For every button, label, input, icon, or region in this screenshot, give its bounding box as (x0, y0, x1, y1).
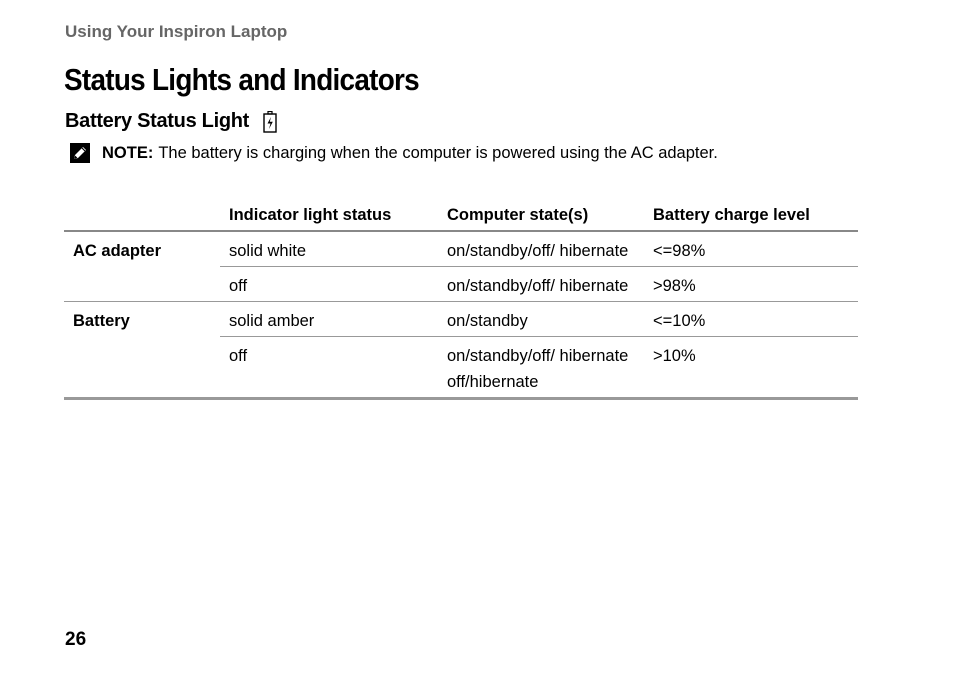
cell-state (438, 337, 644, 399)
cell-state: on/standby/off/ hibernate (438, 267, 644, 302)
cell-level: <=10% (644, 302, 858, 337)
subtitle-text: Battery Status Light (65, 110, 250, 132)
header-battery-charge-level: Battery charge level (644, 200, 858, 231)
cell-state: on/standby (438, 302, 644, 337)
note (70, 143, 718, 163)
table-header-row (64, 200, 858, 231)
note-label: NOTE: (102, 143, 154, 162)
status-table (64, 200, 858, 400)
cell-level: <=98% (653, 242, 706, 260)
row-label-battery: Battery (64, 302, 220, 399)
cell-state: on/standby/off/ hibernate (447, 242, 629, 260)
header-indicator-light-status: Indicator light status (220, 200, 438, 231)
cell-state-extra: off/hibernate (447, 373, 539, 391)
cell-light: off (220, 267, 438, 302)
cell-level: >10% (644, 337, 858, 399)
header-computer-states: Computer state(s) (438, 200, 644, 231)
cell-light: off (220, 337, 438, 399)
cell-state-primary: on/standby/off/ hibernate (447, 347, 629, 365)
battery-icon (263, 111, 277, 133)
cell-light: solid amber (220, 302, 438, 337)
table-row (64, 231, 858, 267)
note-text: The battery is charging when the computer is powered using the AC adapter. (158, 143, 718, 162)
header-empty (64, 200, 220, 231)
page-number: 26 (65, 629, 87, 650)
cell-light: solid white (229, 242, 307, 260)
pencil-icon (70, 143, 90, 163)
cell-level: >98% (644, 267, 858, 302)
row-label-ac-adapter: AC adapter (73, 242, 162, 260)
page-title: Status Lights and Indicators (64, 62, 419, 97)
section-subtitle (65, 110, 277, 133)
table-row (64, 302, 858, 337)
running-head: Using Your Inspiron Laptop (65, 22, 288, 41)
